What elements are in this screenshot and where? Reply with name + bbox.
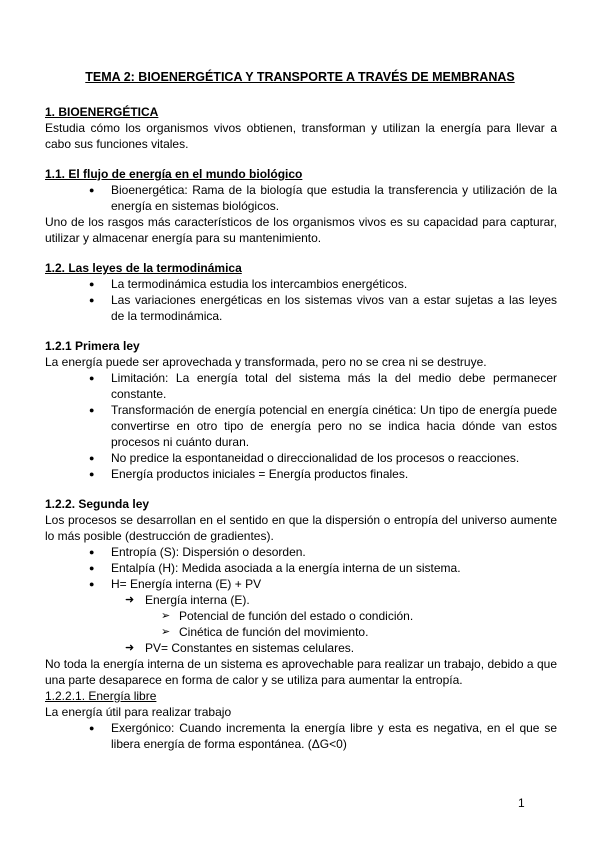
section-1-heading: 1. BIOENERGÉTICA bbox=[45, 105, 159, 119]
section-1-2-2-heading: 1.2.2. Segunda ley bbox=[45, 497, 150, 511]
list-item: ● Las variaciones energéticas en los sistemas vivos van a estar sujetas a las leyes de la termodinámica. bbox=[45, 292, 557, 324]
list-item: ● Bioenergética: Rama de la biología que estudia la transferencia y utilización de la energía en sistemas biológicos. bbox=[45, 182, 557, 214]
section-1-2-2-text: Los procesos se desarrollan en el sentido en que la dispersión o entropía del universo aumente lo más posible (destrucción de gradientes). bbox=[45, 513, 557, 543]
section-1-2-1-heading: 1.2.1 Primera ley bbox=[45, 339, 140, 353]
list-item: ● Entalpía (H): Medida asociada a la energía interna de un sistema. bbox=[45, 560, 557, 576]
page-number: 1 bbox=[518, 796, 525, 810]
section-1-2-2-1-text: La energía útil para realizar trabajo bbox=[45, 705, 232, 719]
section-1-2-2-1-list bbox=[45, 720, 557, 752]
sub-sub-list-item: ➢ Potencial de función del estado o condición. bbox=[45, 608, 557, 624]
sub-list-item: ➜ PV= Constantes en sistemas celulares. bbox=[45, 640, 557, 656]
section-1-2-2-1-heading: 1.2.2.1. Energía libre bbox=[45, 689, 157, 703]
list-item: ● Limitación: La energía total del sistema más la del medio debe permanecer constante. bbox=[45, 370, 557, 402]
section-1-2-heading: 1.2. Las leyes de la termodinámica bbox=[45, 261, 242, 275]
section-1-1-heading: 1.1. El flujo de energía en el mundo biológico bbox=[45, 167, 303, 181]
section-1-2-1-list bbox=[45, 370, 557, 482]
list-item: ● H= Energía interna (E) + PV bbox=[45, 576, 557, 592]
list-item: ● Energía productos iniciales = Energía productos finales. bbox=[45, 466, 557, 482]
list-item: ● No predice la espontaneidad o direccionalidad de los procesos o reacciones. bbox=[45, 450, 557, 466]
section-1-1-text: Uno de los rasgos más característicos de los organismos vivos es su capacidad para capturar, utilizar y almacenar energía para su mantenimiento. bbox=[45, 215, 557, 245]
section-1-2-list bbox=[45, 276, 557, 324]
section-1-1-list bbox=[45, 182, 557, 214]
section-1-2-1-text: La energía puede ser aprovechada y transformada, pero no se crea ni se destruye. bbox=[45, 355, 487, 369]
section-1-text: Estudia cómo los organismos vivos obtienen, transforman y utilizan la energía para llevar a cabo sus funciones vitales. bbox=[45, 121, 557, 151]
section-1-2-2-list bbox=[45, 544, 557, 656]
list-item: ● La termodinámica estudia los intercambios energéticos. bbox=[45, 276, 557, 292]
section-1-2-2-text-2: No toda la energía interna de un sistema es aprovechable para realizar un trabajo, debido a que una parte desaparece en forma de calor y se utiliza para aumentar la entropía. bbox=[45, 657, 557, 687]
document-body bbox=[45, 104, 557, 752]
list-item: ● Exergónico: Cuando incrementa la energía libre y esta es negativa, en el que se libera energía de forma espontánea. (ΔG<0) bbox=[45, 720, 557, 752]
document-title: TEMA 2: BIOENERGÉTICA Y TRANSPORTE A TRAVÉS DE MEMBRANAS bbox=[85, 70, 515, 84]
list-item: ● Transformación de energía potencial en energía cinética: Un tipo de energía puede convertirse en otro tipo de energía pero no se indica hacia dónde van estos procesos ni cuánto duran. bbox=[45, 402, 557, 450]
sub-sub-list-item: ➢ Cinética de función del movimiento. bbox=[45, 624, 557, 640]
list-item: ● Entropía (S): Dispersión o desorden. bbox=[45, 544, 557, 560]
sub-list-item: ➜ Energía interna (E). bbox=[45, 592, 557, 608]
